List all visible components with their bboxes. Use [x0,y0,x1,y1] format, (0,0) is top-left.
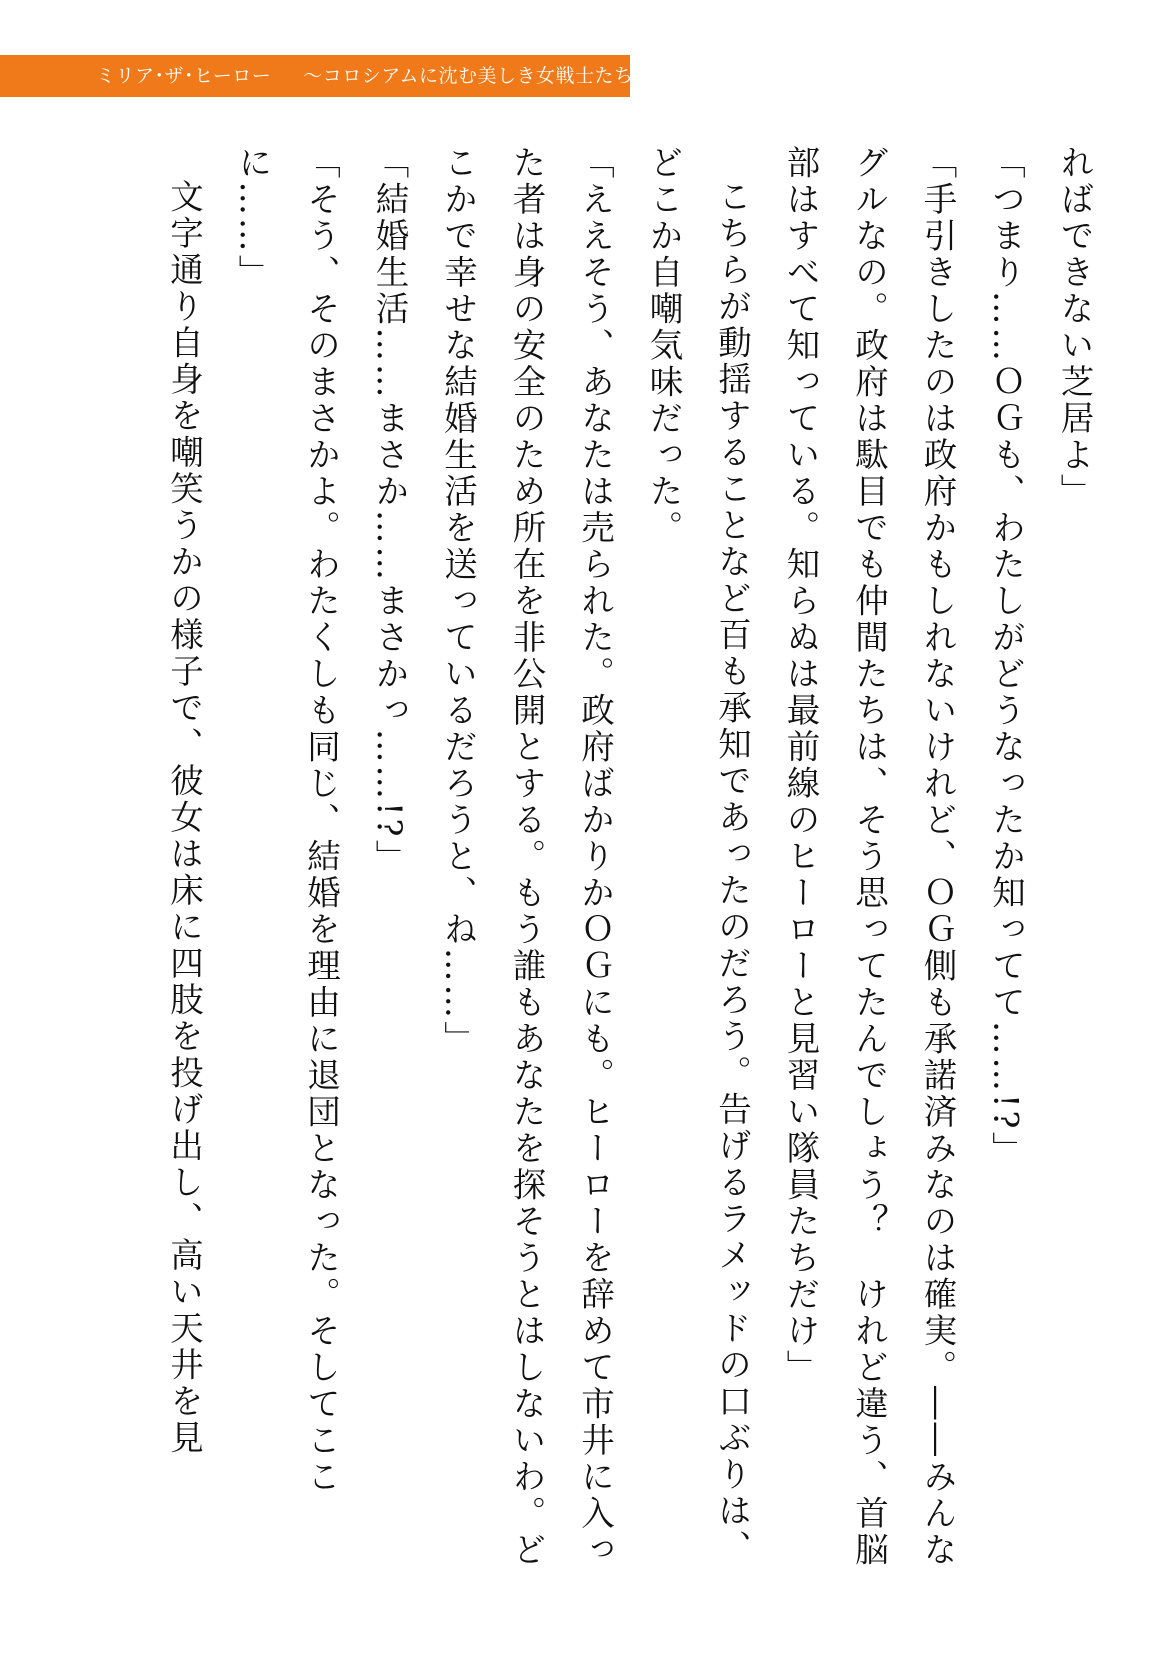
dialogue-line: 「結婚生活……まさか……まさかっ……!?」 [370,145,409,876]
paragraph-continuation: ればできない芝居よ」 [1055,145,1094,510]
dialogue-line: 「つまり……ＯＧも、わたしがどうなったか知ってて……!?」 [986,145,1026,1168]
series-subtitle: 〜コロシアムに沈む美しき女戦士たち〜 [303,65,653,87]
narration-paragraph: こちらが動揺することなど百も承知であったのだろう。告げるラメッドの口ぶりは、どこか自嘲気味だった。 [644,145,752,1566]
running-header [0,55,653,97]
dialogue-line: 「そう、そのまさかよ。わたくしも同じ、結婚を理由に退団となった。そしてここに……」 [233,145,341,1496]
narration-paragraph: 文字通り自身を嘲笑うかの様子で、彼女は床に四肢を投げ出し、高い天井を見 [164,178,204,1456]
dialogue-line: 「手引きしたのは政府かもしれないけれど、ＯＧ側も承諾済みなのは確実。――みんなグルなの。政府は駄目でも仲間たちは、そう思ってたんでしょう？ けれど違う、首脳部はすべて知っている。知らぬは最前線のヒーローと見習い隊員たちだけ」 [781,145,957,1569]
vertical-body-text [48,145,1108,1575]
dialogue-line: 「ええそう、あなたは売られた。政府ばかりかＯＧにも。ヒーローを辞めて市井に入った者は身の安全のため所在を非公開とする。もう誰もあなたを探そうとはしないわ。どこかで幸せな結婚生活を送っているだろうと、ね……」 [438,145,615,1569]
series-title: ミリア･ザ･ヒーロー [96,65,272,87]
